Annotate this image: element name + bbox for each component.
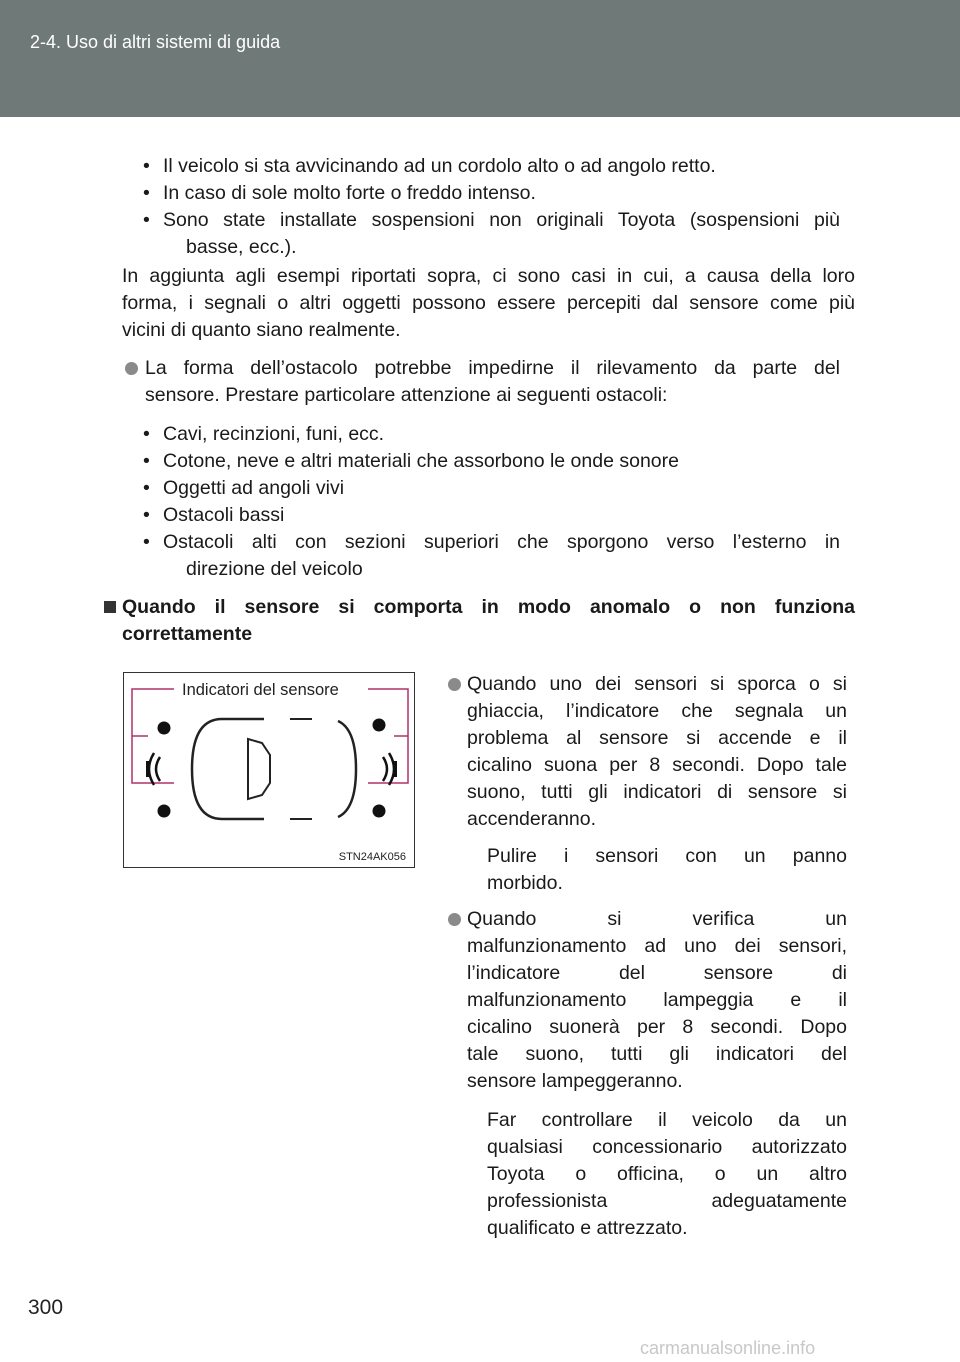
obstacle-item: Cotone, neve e altri materiali che assorbono le onde sonore xyxy=(163,450,679,472)
obstacle-item: Cavi, recinzioni, funi, ecc. xyxy=(163,423,385,445)
sub-bullet-mark: • xyxy=(143,155,150,177)
sub-bullet-text: In caso di sole molto forte o freddo intenso. xyxy=(163,182,536,204)
action-line: Far controllare il veicolo da un xyxy=(487,1109,847,1131)
bullet-line: l’indicatore del sensore di xyxy=(467,962,847,984)
indicator-dot-icon xyxy=(373,719,386,732)
circle-bullet-icon xyxy=(448,913,461,926)
sub-bullet-mark: • xyxy=(143,209,150,231)
sub-bullet-text-cont: basse, ecc.). xyxy=(186,236,297,258)
obstacle-item: Oggetti ad angoli vivi xyxy=(163,477,345,499)
page-number: 300 xyxy=(28,1296,64,1319)
chapter-title: 2-4. Uso di altri sistemi di guida xyxy=(30,32,281,52)
paragraph-line: vicini di quanto siano realmente. xyxy=(122,319,401,341)
action-line: qualsiasi concessionario autorizzato xyxy=(487,1136,847,1158)
sub-bullet-mark: • xyxy=(143,504,150,526)
action-line: morbido. xyxy=(487,872,563,894)
sub-bullet-text: Sono state installate sospensioni non originali Toyota (sospensioni più xyxy=(163,209,840,231)
square-bullet-icon xyxy=(104,601,116,613)
paragraph-line: forma, i segnali o altri oggetti possono essere percepiti dal sensore come più xyxy=(122,292,855,314)
sub-bullet-mark: • xyxy=(143,531,150,553)
action-line: Toyota o officina, o un altro xyxy=(487,1163,847,1185)
section-heading: Quando il sensore si comporta in modo anomalo o non funziona xyxy=(122,596,855,618)
indicator-dot-icon xyxy=(373,805,386,818)
obstacle-item-cont: direzione del veicolo xyxy=(186,558,363,580)
figure-code: STN24AK056 xyxy=(338,851,406,863)
sub-bullet-mark: • xyxy=(143,477,150,499)
bullet-line: Quando uno dei sensori si sporca o si xyxy=(467,673,847,695)
bullet-line: cicalino suonerà per 8 secondi. Dopo xyxy=(467,1016,847,1038)
car-sensor-diagram xyxy=(124,673,416,869)
sensor-indicator-figure xyxy=(123,672,415,868)
action-line: Pulire i sensori con un panno xyxy=(487,845,847,867)
obstacle-item: Ostacoli bassi xyxy=(163,504,285,526)
indicator-dot-icon xyxy=(158,805,171,818)
bullet-line: sensore. Prestare particolare attenzione ai seguenti ostacoli: xyxy=(145,384,668,406)
bullet-line: ghiaccia, l’indicatore che segnala un xyxy=(467,700,847,722)
figure-label: Indicatori del sensore xyxy=(176,681,345,700)
sub-bullet-text: Il veicolo si sta avvicinando ad un cordolo alto o ad angolo retto. xyxy=(163,155,716,177)
bullet-line: malfunzionamento lampeggia e il xyxy=(467,989,847,1011)
action-line: qualificato e attrezzato. xyxy=(487,1217,688,1239)
obstacle-item: Ostacoli alti con sezioni superiori che sporgono verso l’esterno in xyxy=(163,531,840,553)
bullet-line: accenderanno. xyxy=(467,808,597,830)
sub-bullet-mark: • xyxy=(143,450,150,472)
bullet-line: Quando si verifica un xyxy=(467,908,847,930)
chapter-header xyxy=(0,0,960,117)
circle-bullet-icon xyxy=(448,678,461,691)
bullet-line: tale suono, tutti gli indicatori del xyxy=(467,1043,847,1065)
action-line: professionista adeguatamente xyxy=(487,1190,847,1212)
paragraph-line: In aggiunta agli esempi riportati sopra, ci sono casi in cui, a causa della loro xyxy=(122,265,855,287)
bullet-line: cicalino suona per 8 secondi. Dopo tale xyxy=(467,754,847,776)
section-heading-cont: correttamente xyxy=(122,623,253,645)
bullet-line: La forma dell’ostacolo potrebbe impedirne il rilevamento da parte del xyxy=(145,357,840,379)
circle-bullet-icon xyxy=(125,362,138,375)
sub-bullet-mark: • xyxy=(143,423,150,445)
indicator-dot-icon xyxy=(158,722,171,735)
footer-watermark-link[interactable]: carmanualsonline.info xyxy=(640,1338,816,1358)
bullet-line: sensore lampeggeranno. xyxy=(467,1070,683,1092)
sub-bullet-mark: • xyxy=(143,182,150,204)
bullet-line: suono, tutti gli indicatori di sensore si xyxy=(467,781,847,803)
bullet-line: problema al sensore si accende e il xyxy=(467,727,847,749)
bullet-line: malfunzionamento ad uno dei sensori, xyxy=(467,935,847,957)
